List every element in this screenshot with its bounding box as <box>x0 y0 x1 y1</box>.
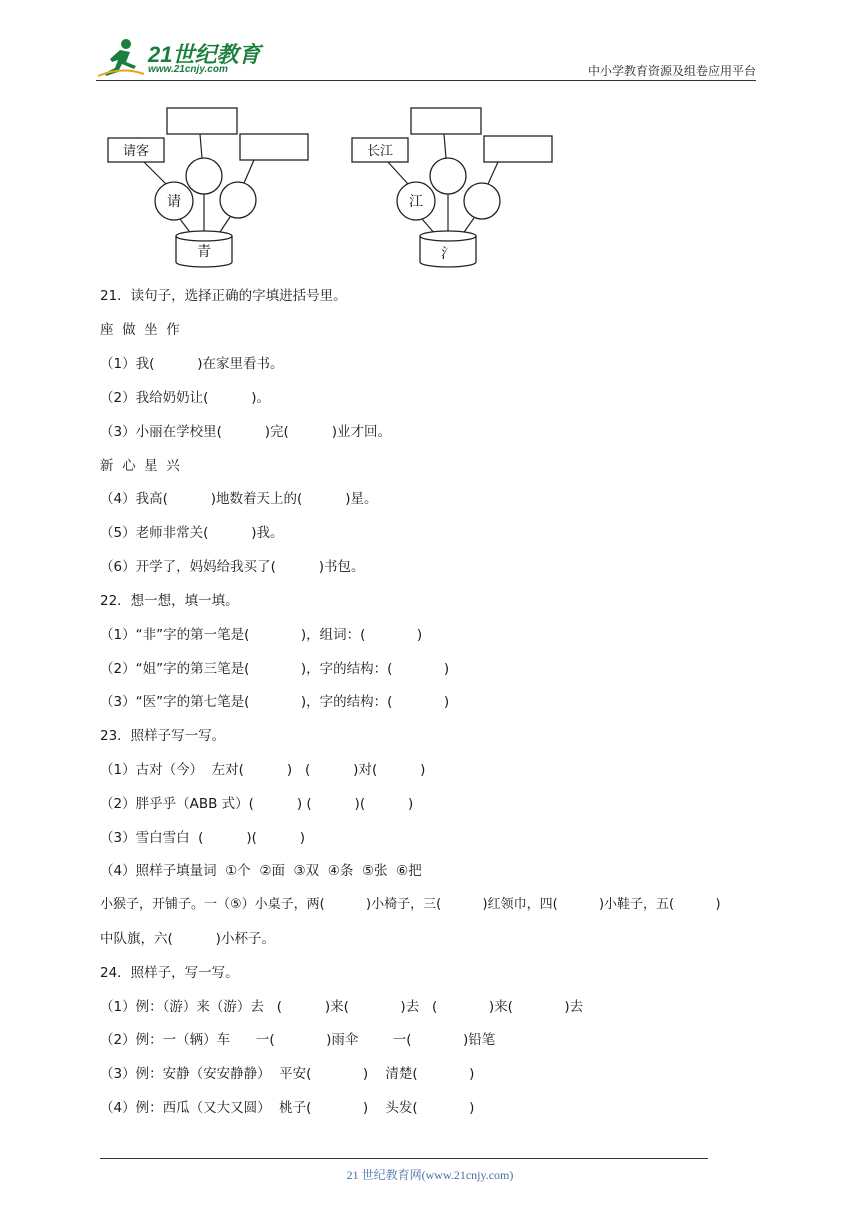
site-logo <box>96 36 266 80</box>
fill-item: （2）胖乎乎（ABB 式）( ) ( )( ) <box>100 796 414 812</box>
word-options: 座 做 坐 作 <box>100 322 180 338</box>
measure-word-passage: 小猴子，开铺子。一（⑤）小桌子，两( )小椅子，三( )红领巾，四( )小鞋子，五( ) <box>100 897 721 912</box>
blank-circle <box>430 158 466 194</box>
diagram-left-word: 长江 <box>366 144 394 159</box>
logo-url: www.21cnjy.com <box>148 64 228 75</box>
question-21-heading: 21．读句子，选择正确的字填进括号里。 <box>100 288 347 304</box>
word-tree-diagram-2 <box>348 104 558 274</box>
fill-item: （4）例：西瓜（又大又圆） 桃子( ) 头发( ) <box>100 1100 475 1116</box>
diagram-center-char: 江 <box>409 194 423 210</box>
blank-box <box>240 134 308 160</box>
cylinder-top <box>176 231 232 241</box>
sentence-item: （3）小丽在学校里( )完( )业才回。 <box>100 424 391 440</box>
logo-text: 21世纪教育 <box>148 42 261 67</box>
word-tree-diagram-1 <box>104 104 314 274</box>
fill-item: （3）“医”字的第七笔是( )，字的结构：( ) <box>100 694 450 710</box>
runner-logo-icon <box>96 36 146 80</box>
fill-item: （1）古对（今） 左对( ) ( )对( ) <box>100 762 426 778</box>
blank-circle <box>186 158 222 194</box>
diagram-base-char: 青 <box>197 244 211 260</box>
sentence-item: （6）开学了，妈妈给我买了( )书包。 <box>100 559 365 575</box>
question-22-heading: 22．想一想，填一填。 <box>100 593 239 609</box>
question-24-heading: 24．照样子，写一写。 <box>100 965 239 981</box>
cylinder-top <box>420 231 476 241</box>
fill-item: （4）照样子填量词 ①个 ②面 ③双 ④条 ⑤张 ⑥把 <box>100 863 422 879</box>
diagram-left-word: 请客 <box>122 144 150 159</box>
diagram-center-char: 请 <box>167 194 181 210</box>
fill-item: （3）例：安静（安安静静） 平安( ) 清楚( ) <box>100 1066 475 1082</box>
blank-box <box>484 136 552 162</box>
fill-item: （3）雪白雪白 ( )( ) <box>100 830 306 846</box>
question-23-heading: 23．照样子写一写。 <box>100 728 226 744</box>
blank-circle <box>464 183 500 219</box>
header-divider <box>96 80 756 81</box>
platform-name: 中小学教育资源及组卷应用平台 <box>587 64 756 78</box>
sentence-item: （5）老师非常关( )我。 <box>100 525 284 541</box>
blank-box <box>167 108 237 134</box>
fill-item: （1）“非”字的第一笔是( )，组词：( ) <box>100 627 423 643</box>
fill-item: （2）例：一（辆）车 一( )雨伞 一( )铅笔 <box>100 1032 496 1048</box>
measure-word-passage: 中队旗，六( )小杯子。 <box>100 931 275 947</box>
blank-circle <box>220 182 256 218</box>
sentence-item: （1）我( )在家里看书。 <box>100 356 284 372</box>
sentence-item: （4）我高( )地数着天上的( )星。 <box>100 491 378 507</box>
fill-item: （1）例：（游）来（游）去 ( )来( )去 ( )来( )去 <box>100 999 584 1015</box>
word-options: 新 心 星 兴 <box>100 458 180 474</box>
footer-divider <box>100 1158 708 1159</box>
diagram-base-char: 氵 <box>441 246 455 262</box>
footer-site: 21 世纪教育网(www.21cnjy.com) <box>346 1168 514 1182</box>
fill-item: （2）“姐”字的第三笔是( )，字的结构：( ) <box>100 661 450 677</box>
blank-box <box>411 108 481 134</box>
sentence-item: （2）我给奶奶让( )。 <box>100 390 271 406</box>
